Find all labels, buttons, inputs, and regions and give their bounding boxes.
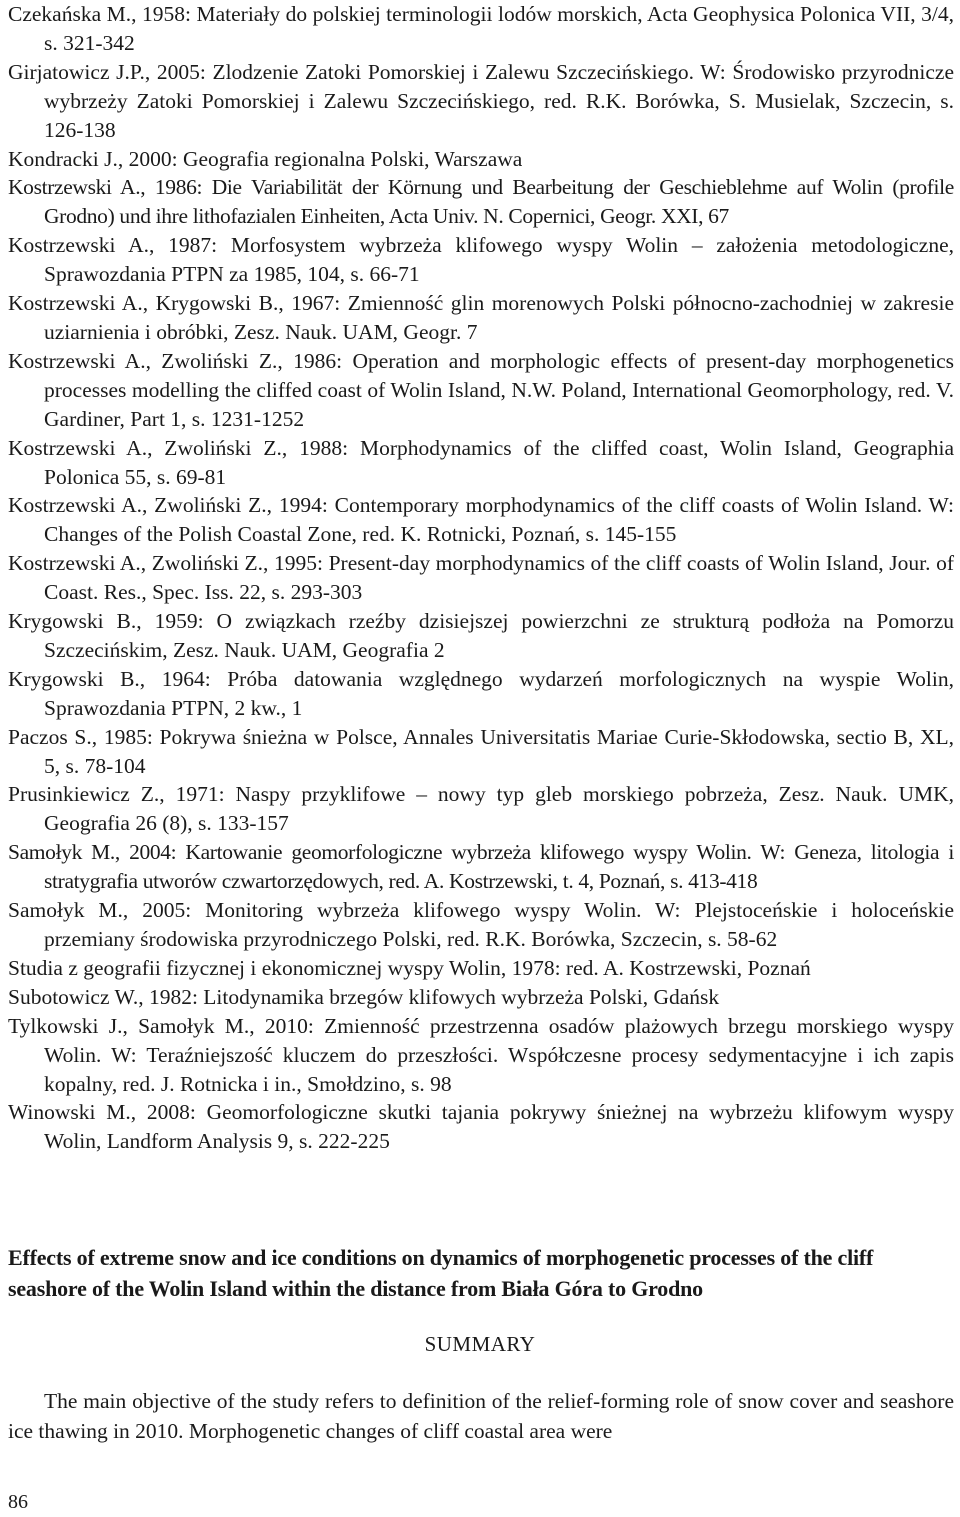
reference-entry: Subotowicz W., 1982: Litodynamika brzegów klifowych wybrzeża Polski, Gdańsk [8, 984, 720, 1009]
summary-heading: SUMMARY [424, 1332, 536, 1356]
article-title: Effects of extreme snow and ice conditions on dynamics of morphogenetic processes of the cliff seashore of the Wolin Island within the distance from Biała Góra to Grodno [8, 1245, 874, 1301]
reference-entry: Winowski M., 2008: Geomorfologiczne skutki tajania pokrywy śnieżnej na wybrzeżu klifowym wyspy Wolin, Landform Analysis 9, s. 222-225 [8, 1100, 954, 1154]
reference-entry: Samołyk M., 2005: Monitoring wybrzeża klifowego wyspy Wolin. W: Plejstoceńskie i holoceńskie przemiany środowiska przyrodniczego Polski, red. R.K. Borówka, Szczecin, s. 58-62 [8, 898, 954, 951]
reference-entry: Tylkowski J., Samołyk M., 2010: Zmienność przestrzenna osadów plażowych brzegu morskiego wyspy Wolin. W: Teraźniejszość kluczem do przeszłości. Współczesne procesy sedymentacyjne i ich zapis kopalny, red. J. Rotnicka i in., Smołdzino, s. 98 [8, 1013, 954, 1096]
reference-entry: Paczos S., 1985: Pokrywa śnieżna w Polsce, Annales Universitatis Mariae Curie-Skłodowska, sectio B, XL, 5, s. 78-104 [8, 724, 954, 778]
summary-paragraph: The main objective of the study refers to definition of the relief-forming role of snow cover and seashore ice thawing in 2010. Morphogenetic changes of cliff coastal area were [8, 1389, 954, 1443]
reference-entry: Kostrzewski A., 1986: Die Variabilität der Körnung und Bearbeitung der Geschieblehme auf Wolin (profile Grodno) und ihre lithofazialen Einheiten, Acta Univ. N. Copernici, Geogr. XXI, 67 [8, 175, 954, 229]
reference-entry: Girjatowicz J.P., 2005: Zlodzenie Zatoki Pomorskiej i Zalewu Szczecińskiego. W: Środowisko przyrodnicze wybrzeży Zatoki Pomorskiej i Zalewu Szczecińskiego, red. R.K. Borówka, S. Musielak, Szczecin, s. 126-138 [8, 59, 954, 142]
reference-entry: Studia z geografii fizycznej i ekonomicznej wyspy Wolin, 1978: red. A. Kostrzewski, Poznań [8, 955, 811, 980]
reference-entry: Kostrzewski A., Zwoliński Z., 1994: Contemporary morphodynamics of the cliff coasts of Wolin Island. W: Changes of the Polish Coastal Zone, red. K. Rotnicki, Poznań, s. 145-155 [8, 493, 954, 547]
reference-entry: Krygowski B., 1964: Próba datowania względnego wydarzeń morfologicznych na wyspie Wolin, Sprawozdania PTPN, 2 kw., 1 [8, 666, 954, 720]
reference-entry: Prusinkiewicz Z., 1971: Naspy przyklifowe – nowy typ gleb morskiego pobrzeża, Zesz. Nauk. UMK, Geografia 26 (8), s. 133-157 [8, 782, 954, 836]
reference-entry: Samołyk M., 2004: Kartowanie geomorfologiczne wybrzeża klifowego wyspy Wolin. W: Geneza, litologia i stratygrafia utworów czwartorzędowych, red. A. Kostrzewski, t. 4, Poznań, s. 413-418 [8, 840, 954, 894]
document-page [8, 0, 954, 1156]
reference-entry: Kostrzewski A., 1987: Morfosystem wybrzeża klifowego wyspy Wolin – założenia metodologiczne, Sprawozdania PTPN za 1985, 104, s. 66-71 [8, 233, 954, 287]
reference-list [8, 0, 954, 1156]
reference-entry: Czekańska M., 1958: Materiały do polskiej terminologii lodów morskich, Acta Geophysica Polonica VII, 3/4, s. 321-342 [8, 2, 954, 55]
page-number: 86 [8, 1491, 28, 1513]
reference-entry: Krygowski B., 1959: O związkach rzeźby dzisiejszej powierzchni ze strukturą podłoża na Pomorzu Szczecińskim, Zesz. Nauk. UAM, Geografia 2 [8, 609, 954, 662]
reference-entry: Kostrzewski A., Zwoliński Z., 1986: Operation and morphologic effects of present-day morphogenetics processes modelling the cliffed coast of Wolin Island, N.W. Poland, International Geomorphology, red. V. Gardiner, Part 1, s. 1231-1252 [8, 348, 954, 431]
reference-entry: Kostrzewski A., Zwoliński Z., 1988: Morphodynamics of the cliffed coast, Wolin Island, Geographia Polonica 55, s. 69-81 [8, 435, 954, 489]
reference-entry: Kostrzewski A., Zwoliński Z., 1995: Present-day morphodynamics of the cliff coasts of Wolin Island, Jour. of Coast. Res., Spec. Iss. 22, s. 293-303 [8, 551, 954, 605]
reference-entry: Kostrzewski A., Krygowski B., 1967: Zmienność glin morenowych Polski północno-zachodniej w zakresie uziarnienia i obróbki, Zesz. Nauk. UAM, Geogr. 7 [8, 291, 954, 344]
reference-entry: Kondracki J., 2000: Geografia regionalna Polski, Warszawa [8, 146, 523, 171]
